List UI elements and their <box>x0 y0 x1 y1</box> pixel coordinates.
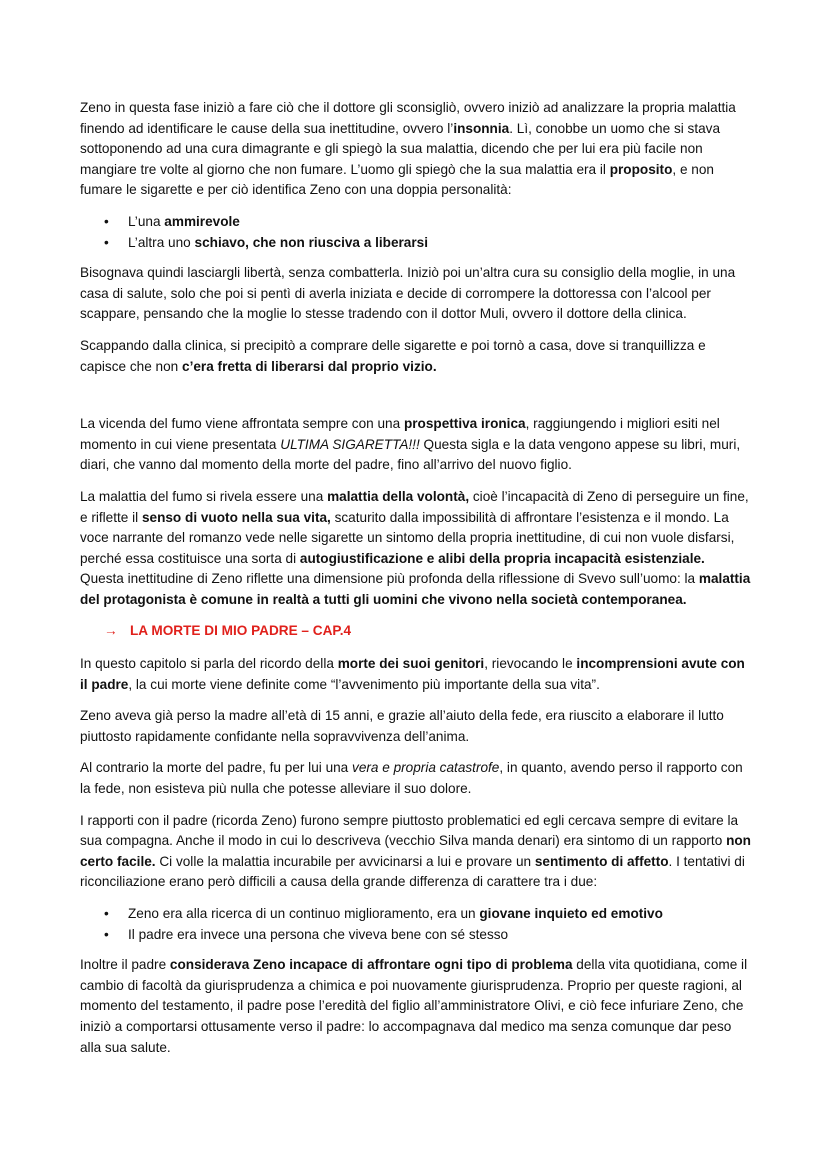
bullet-icon: • <box>104 926 109 942</box>
arrow-right-icon: → <box>104 623 118 639</box>
text-run: In questo capitolo si parla del ricordo della <box>80 656 338 672</box>
personality-list <box>80 212 752 253</box>
bold-run: c’era fretta di liberarsi dal proprio vizio. <box>182 358 437 374</box>
text-run: , in quanto, avendo perso il rapporto con la fede, non esisteva più nulla che potesse alleviare il suo dolore. <box>80 760 743 797</box>
list-item <box>80 212 752 233</box>
text-run: Il padre era invece una persona che viveva bene con sé stesso <box>128 926 509 942</box>
paragraph-clinica <box>80 336 752 377</box>
text-run: Zeno era alla ricerca di un continuo miglioramento, era un <box>128 906 480 921</box>
bold-run: sentimento di affetto <box>534 853 669 869</box>
bold-run: prospettiva ironica <box>403 416 526 432</box>
text-run: , la cui morte viene definite come “l’avvenimento più importante della sua vita”. <box>128 676 600 692</box>
bold-run: senso di vuoto nella sua vita, <box>141 509 331 525</box>
bold-run: incomprensioni avute con il padre <box>80 656 745 692</box>
text-run: , rievocando le <box>484 656 577 672</box>
text-run: , e non fumare le sigarette e per ciò identifica Zeno con una doppia personalità: <box>80 161 714 198</box>
paragraph-genitori <box>80 654 752 695</box>
text-run: I rapporti con il padre (ricorda Zeno) furono sempre piuttosto problematici ed egli cercava sempre di evitare la sua compagna. Anche il modo in cui lo descriveva (vecchio Silva manda denari) era sintomo di un rapporto <box>80 812 739 849</box>
text-run: cioè l’incapacità di Zeno di perseguire un fine, e riflette il <box>80 488 749 525</box>
bold-run: ammirevole <box>164 213 240 229</box>
bold-run: considerava Zeno incapace di affrontare ogni tipo di problema <box>169 957 573 973</box>
section-spacer <box>80 388 752 414</box>
text-run: . Lì, conobbe un uomo che si stava sottoponendo ad una cura dimagrante e gli spiegò la sua malattia, dicendo che per lui era più facile non mangiare tre volte al giorno che non fumare. L’uomo gli spiegò che la sua malattia era il <box>80 120 721 177</box>
section-heading <box>104 621 752 642</box>
text-run: della vita quotidiana, come il cambio di facoltà da giurisprudenza a chimica e poi nuovamente giurisprudenza. Proprio per queste ragioni, al momento del testamento, il padre pose l’eredità del figlio all’amministratore Olivi, e ciò fece infuriare Zeno, che iniziò a comportarsi ottusamente verso il padre: lo accompagnava dal medico ma senza comunque dar peso alla sua salute. <box>80 957 748 1055</box>
bold-run: non certo facile. <box>80 833 751 869</box>
paragraph-malattia-volonta <box>80 487 752 611</box>
bold-run: insonnia <box>453 120 510 136</box>
bold-run: morte dei suoi genitori <box>337 656 485 672</box>
document-page <box>80 98 752 1069</box>
text-run: L’una <box>128 213 165 229</box>
paragraph-ultima-sigaretta <box>80 414 752 476</box>
character-list <box>80 904 752 945</box>
bold-run: proposito <box>609 161 673 177</box>
paragraph-rapporti <box>80 811 752 893</box>
paragraph-insonnia <box>80 98 752 201</box>
bold-run: malattia del protagonista è comune in realtà a tutti gli uomini che vivono nella società contemporanea. <box>80 571 751 607</box>
text-run: , raggiungendo i migliori esiti nel momento in cui viene presentata <box>80 416 720 452</box>
bold-run: schiavo, che non riusciva a liberarsi <box>194 234 428 250</box>
paragraph-madre: Zeno aveva già perso la madre all’età di 15 anni, e grazie all’aiuto della fede, era riuscito a elaborare il lutto piuttosto rapidamente confidante nella sopravvivenza dell’anima. <box>80 708 724 744</box>
paragraph-cura: Bisognava quindi lasciargli libertà, senza combatterla. Iniziò poi un’altra cura su consiglio della moglie, in una casa di salute, solo che poi si pentì di averla iniziata e decide di corrompere la dottoressa con l’alcool per scappare, pensando che la moglie lo stesse tradendo con il dottor Muli, ovvero il dottore della clinica. <box>80 265 736 322</box>
text-run: Questa sigla e la data vengono appese su libri, muri, diari, che vanno dal momento della morte del padre, fino all’arrivo del nuovo figlio. <box>80 436 741 473</box>
italic-run: vera e propria catastrofe <box>352 760 500 776</box>
bullet-icon: • <box>104 213 109 229</box>
bullet-icon: • <box>104 234 109 250</box>
bold-run: malattia della volontà, <box>327 488 470 504</box>
text-run: Inoltre il padre <box>80 957 170 973</box>
bold-run: giovane inquieto ed emotivo <box>479 906 663 921</box>
text-run: Questa inettitudine di Zeno riflette una dimensione più profonda della riflessione di Svevo sull’uomo: la <box>80 571 699 587</box>
bold-run: autogiustificazione e alibi della propria incapacità esistenziale. <box>299 550 705 566</box>
italic-run: ULTIMA SIGARETTA!!! <box>280 436 420 452</box>
text-run: . I tentativi di riconciliazione erano però difficili a causa della grande differenza di carattere tra i due: <box>80 853 745 890</box>
text-run: Zeno in questa fase iniziò a fare ciò che il dottore gli sconsigliò, ovvero iniziò ad analizzare la propria malattia finendo ad identificare le cause della sua inettitudine, ovvero l’ <box>80 100 736 136</box>
list-item <box>80 904 752 925</box>
text-run: scaturito dalla impossibilità di affrontare l’esistenza e il mondo. La voce narrante del romanzo vede nelle sigarette un sintomo della propria inettitudine, di cui non vuole disfarsi, perché essa costituisce una sorta di <box>80 509 735 566</box>
list-item <box>80 233 752 254</box>
text-run: Scappando dalla clinica, si precipitò a comprare delle sigarette e poi tornò a casa, dove si tranquillizza e capisce che non <box>80 337 706 374</box>
text-run: Ci volle la malattia incurabile per avvicinarsi a lui e provare un <box>155 853 535 869</box>
list-item <box>80 925 752 946</box>
paragraph-testamento <box>80 955 752 1058</box>
heading-text: LA MORTE DI MIO PADRE – CAP.4 <box>130 623 352 639</box>
text-run: L’altra uno <box>128 234 195 250</box>
bullet-icon: • <box>104 906 109 921</box>
text-run: Al contrario la morte del padre, fu per lui una <box>80 760 353 776</box>
text-run: La vicenda del fumo viene affrontata sempre con una <box>80 416 404 432</box>
text-run: La malattia del fumo si rivela essere una <box>80 488 328 504</box>
paragraph-catastrofe <box>80 758 752 799</box>
